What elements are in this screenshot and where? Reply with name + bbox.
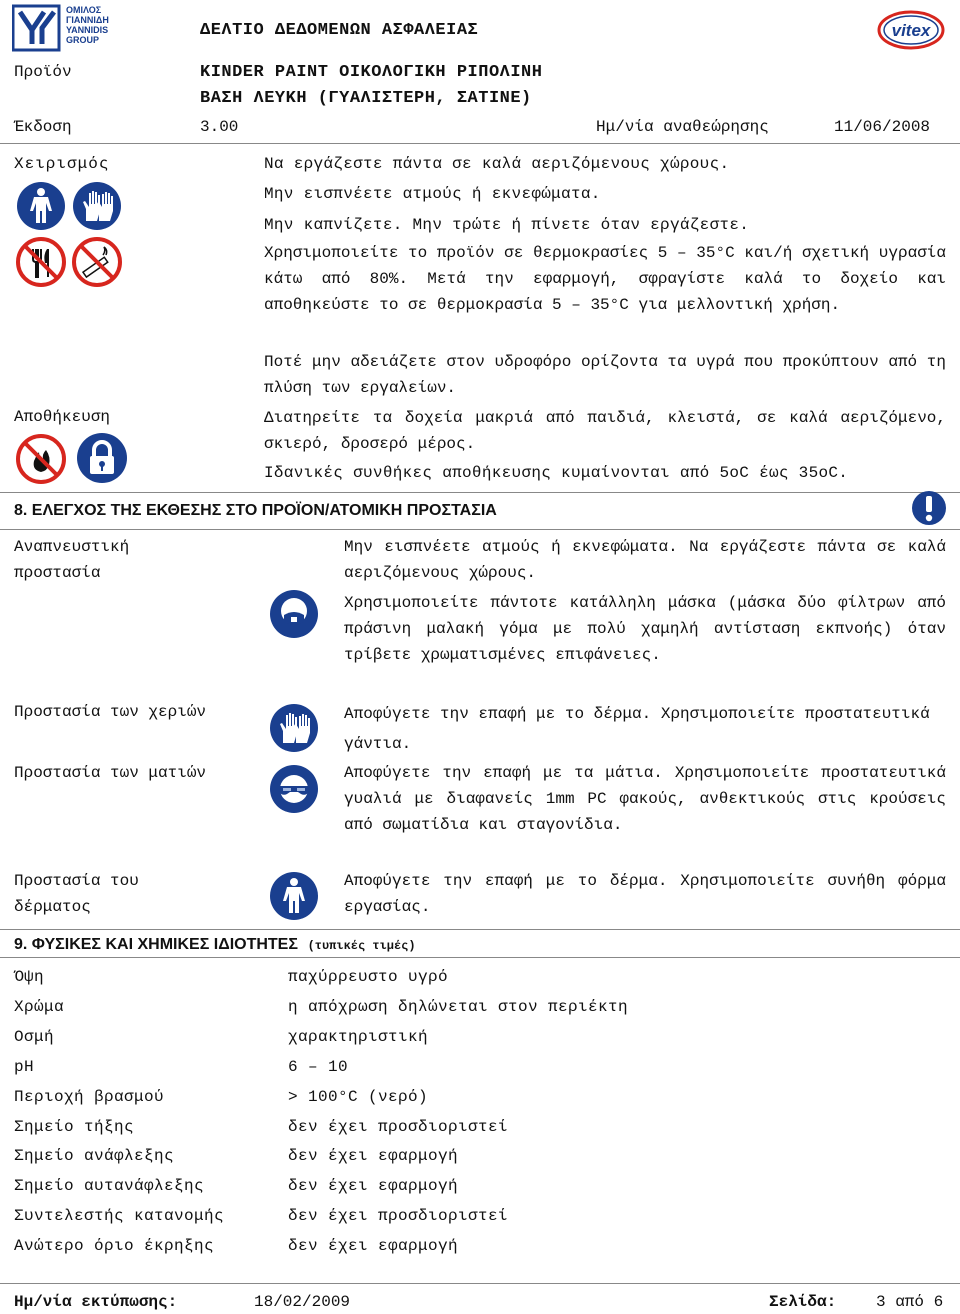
- handling-paragraph: Χρησιμοποιείτε το προϊόν σε θερμοκρασίες 5 – 35°C και/ή σχετική υγρασία κάτω από 80%. Μετά την εφαρμογή, σφραγίστε καλά το δοχείο και αποθηκεύστε το σε θερμοκρασία 5 – 35°C για μελλοντική χρήση.: [264, 244, 946, 314]
- section-divider: [0, 957, 960, 958]
- product-name-line2: ΒΑΣΗ ΛΕΥΚΗ (ΓΥΑΛΙΣΤΕΡΗ, ΣΑΤΙΝΕ): [200, 89, 532, 108]
- footer-divider: [0, 1283, 960, 1284]
- hands-text: Αποφύγετε την επαφή με το δέρμα. Χρησιμοποιείτε προστατευτικά γάντια.: [344, 705, 930, 753]
- respirator-mask-icon: [269, 589, 319, 639]
- section-divider: [0, 492, 960, 493]
- property-value: η απόχρωση δηλώνεται στον περιέκτη: [288, 997, 629, 1016]
- property-value: δεν έχει εφαρμογή: [288, 1177, 459, 1196]
- property-name: Συντελεστής κατανομής: [14, 1207, 225, 1226]
- section-divider: [0, 929, 960, 930]
- eyes-text: Αποφύγετε την επαφή με τα μάτια. Χρησιμοποιείτε προστατευτικά γυαλιά με διαφανείς 1mm PC φακούς, ανθεκτικούς στις κρούσεις από σωματίδια και σταγονίδια.: [344, 764, 946, 834]
- property-value: 6 – 10: [288, 1057, 349, 1076]
- revision-label: Ημ/νία αναθεώρησης: [596, 118, 769, 136]
- handling-line: Μην εισπνέετε ατμούς ή εκνεφώματα.: [264, 185, 601, 203]
- eyes-label: Προστασία των ματιών: [14, 764, 207, 782]
- logo-line: ΟΜΙΛΟΣ: [66, 5, 102, 15]
- page-label: Σελίδα:: [769, 1293, 837, 1311]
- product-label: Προϊόν: [14, 63, 72, 81]
- section9-heading: [14, 936, 416, 954]
- property-value: δεν έχει προσδιοριστεί: [288, 1117, 509, 1136]
- logo-line: GROUP: [66, 35, 100, 45]
- property-value: δεν έχει εφαρμογή: [288, 1237, 459, 1256]
- storage-conditions: Ιδανικές συνθήκες αποθήκευσης κυμαίνονται από 5οC έως 35οC.: [264, 464, 849, 482]
- no-eating-icon: [16, 237, 66, 287]
- revision-date: 11/06/2008: [834, 118, 931, 136]
- property-value: παχύρρευστο υγρό: [288, 968, 449, 986]
- skin-label: Προστασία του δέρματος: [14, 872, 139, 916]
- overall-icon: [16, 181, 66, 231]
- property-value: δεν έχει προσδιοριστεί: [288, 1207, 509, 1226]
- version-label: Έκδοση: [14, 118, 72, 136]
- doc-title: ΔΕΛΤΙΟ ΔΕΔΟΜΕΝΩΝ ΑΣΦΑΛΕΙΑΣ: [200, 21, 479, 40]
- respiratory-label: Αναπνευστική προστασία: [14, 538, 130, 582]
- handling-paragraph: Ποτέ μην αδειάζετε στον υδροφόρο ορίζοντα τα υγρά που προκύπτουν από τη πλύση των εργαλείων.: [264, 353, 946, 397]
- logo-text: [66, 5, 109, 45]
- protective-suit-icon: [269, 871, 319, 921]
- product-name-line1: KINDER PAINT ΟΙΚΟΛΟΓΙΚΗ ΡΙΠΟΛΙΝΗ: [200, 63, 543, 82]
- storage-label: Αποθήκευση: [14, 408, 111, 426]
- property-name: Σημείο τήξης: [14, 1117, 135, 1136]
- logo-line: YANNIDIS: [66, 25, 109, 35]
- version-value: 3.00: [200, 118, 239, 136]
- property-name: Ανώτερο όριο έκρηξης: [14, 1237, 215, 1256]
- property-value: χαρακτηριστική: [288, 1027, 429, 1046]
- svg-text:vitex: vitex: [891, 21, 931, 40]
- logo-line: ΓΙΑΝΝΙΔΗ: [66, 15, 109, 25]
- no-smoking-icon: [72, 237, 122, 287]
- property-name: Σημείο αυτανάφλεξης: [14, 1177, 205, 1196]
- print-date-label: Ημ/νία εκτύπωσης:: [14, 1293, 178, 1311]
- handling-line: Να εργάζεστε πάντα σε καλά αεριζόμενους χώρους.: [264, 155, 730, 173]
- header-divider: [0, 143, 960, 144]
- handling-label: Χειρισμός: [14, 155, 110, 173]
- skin-text: Αποφύγετε την επαφή με το δέρμα. Χρησιμοποιείτε συνήθη φόρμα εργασίας.: [344, 872, 946, 916]
- handling-line: Μην καπνίζετε. Μην τρώτε ή πίνετε όταν εργάζεστε.: [264, 216, 750, 234]
- property-name: Χρώμα: [14, 997, 65, 1016]
- property-value: > 100°C (νερό): [288, 1087, 429, 1106]
- gloves-icon: [269, 703, 319, 753]
- property-name: Σημείο ανάφλεξης: [14, 1147, 175, 1166]
- respiratory-text: Μην εισπνέετε ατμούς ή εκνεφώματα. Να εργάζεστε πάντα σε καλά αεριζόμενους χώρους.: [344, 538, 946, 582]
- no-fire-icon: [16, 434, 66, 484]
- property-name: Όψη: [14, 968, 45, 986]
- gloves-icon: [72, 181, 122, 231]
- property-name: Οσμή: [14, 1027, 55, 1046]
- property-value: δεν έχει εφαρμογή: [288, 1147, 459, 1166]
- storage-paragraph: Διατηρείτε τα δοχεία μακριά από παιδιά, κλειστά, σε καλά αεριζόμενο, σκιερό, δροσερό μέρος.: [264, 409, 946, 453]
- print-date: 18/02/2009: [254, 1293, 351, 1311]
- vitex-logo: [876, 8, 946, 52]
- locked-icon: [76, 432, 128, 484]
- exclamation-icon: [911, 490, 947, 526]
- property-name: Περιοχή βρασμού: [14, 1087, 165, 1106]
- respiratory-text: Χρησιμοποιείτε πάντοτε κατάλληλη μάσκα (μάσκα δύο φίλτρων από πράσινη μαλακή γόμα με πολύ χαμηλή αντίσταση εκπνοής) όταν τρίβετε χρωματισμένες επιφάνειες.: [344, 594, 946, 664]
- safety-goggles-icon: [269, 764, 319, 814]
- section9-subtitle: (τυπικές τιμές): [307, 939, 416, 953]
- section-divider: [0, 529, 960, 530]
- section9-title: 9. ΦΥΣΙΚΕΣ ΚΑΙ ΧΗΜΙΚΕΣ ΙΔΙΟΤΗΤΕΣ: [14, 936, 298, 953]
- page-number: 3 από 6: [876, 1293, 944, 1311]
- section8-title: 8. ΕΛΕΓΧΟΣ ΤΗΣ ΕΚΘΕΣΗΣ ΣΤΟ ΠΡΟΪΟΝ/ΑΤΟΜΙΚΗ ΠΡΟΣΤΑΣΙΑ: [14, 502, 497, 519]
- property-name: pH: [14, 1057, 35, 1076]
- hands-label: Προστασία των χεριών: [14, 703, 207, 721]
